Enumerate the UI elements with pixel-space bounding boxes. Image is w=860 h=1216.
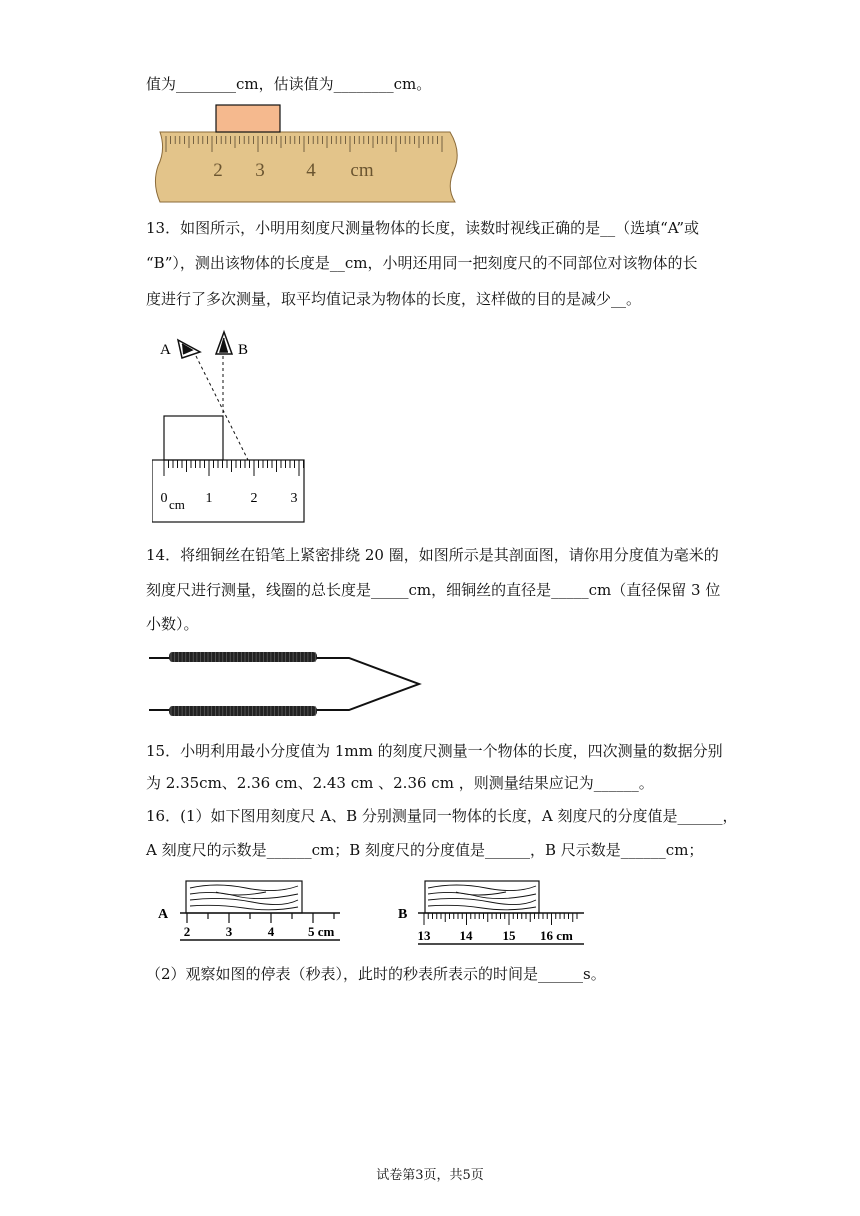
ruler-b-name: B — [398, 907, 408, 922]
ruler-b-label-15: 15 — [502, 928, 516, 943]
page-footer: 试卷第3页，共5页 — [376, 1168, 484, 1183]
q14-line-3: 小数）。 — [146, 615, 199, 633]
q16-rulers-figure — [156, 878, 596, 948]
ruler-a-label-3: 3 — [225, 924, 233, 939]
q15-line-2: 为 2.35cm、2.36 cm、2.43 cm 、2.36 cm ，则测量结果应记为______。 — [146, 774, 654, 792]
q13-figure — [152, 328, 312, 524]
q14-line-2: 刻度尺进行测量，线圈的总长度是_____cm，细铜丝的直径是_____cm（直径保留 3 位 — [146, 581, 721, 599]
ruler-b-label-14: 14 — [459, 928, 473, 943]
q15-line-1: 15．小明利用最小分度值为 1mm 的刻度尺测量一个物体的长度，四次测量的数据分别 — [146, 742, 723, 760]
q13-line-1: 13．如图所示，小明用刻度尺测量物体的长度，读数时视线正确的是__（选填“A”或 — [146, 219, 700, 237]
tick-label-2: 2 — [250, 491, 258, 506]
ruler-body — [152, 460, 304, 522]
ruler-a-label-2: 2 — [183, 924, 191, 939]
measured-block — [216, 105, 280, 132]
q16-line-1: 16．(1）如下图用刻度尺 A、B 分别测量同一物体的长度，A 刻度尺的分度值是______， — [146, 807, 738, 825]
tick-label-cm: cm — [169, 497, 185, 512]
eye-a-label: A — [160, 342, 171, 358]
eye-b-label: B — [238, 342, 249, 358]
ruler-unit-cm: cm — [350, 160, 374, 181]
eye-a-icon — [178, 340, 200, 358]
eye-b-icon — [216, 332, 232, 354]
ruler-b-label-16cm: 16 cm — [540, 928, 573, 943]
measured-block — [164, 416, 223, 460]
q14-line-1: 14．将细铜丝在铅笔上紧密排绕 20 圈，如图所示是其剖面图，请你用分度值为毫米的 — [146, 546, 719, 564]
coil-bottom — [169, 706, 317, 716]
ruler-label-3: 3 — [255, 160, 265, 181]
ruler-b-label-13: 13 — [417, 928, 431, 943]
q16-line-2: A 刻度尺的示数是______cm；B 刻度尺的分度值是______，B 尺示数是______cm； — [146, 841, 704, 859]
q14-pencil-figure — [145, 648, 425, 720]
ruler-a-label-5cm: 5 cm — [308, 924, 335, 939]
pencil-outline — [149, 658, 419, 710]
q13-line-3: 度进行了多次测量，取平均值记录为物体的长度，这样做的目的是减少__。 — [146, 290, 642, 308]
q16-line-3: （2）观察如图的停表（秒表），此时的秒表所表示的时间是______s。 — [146, 965, 606, 983]
coil-top — [169, 652, 317, 662]
ruler-a-name: A — [158, 907, 169, 922]
q12-tail-text: 值为________cm，估读值为________cm。 — [146, 75, 432, 93]
ruler-a-label-4: 4 — [267, 924, 275, 939]
tick-label-0: 0 — [160, 491, 168, 506]
q12-ruler-figure — [150, 100, 460, 206]
ruler-label-4: 4 — [306, 160, 316, 181]
q13-line-2: “B”），测出该物体的长度是__cm，小明还用同一把刻度尺的不同部位对该物体的长 — [146, 254, 698, 272]
ruler-label-2: 2 — [213, 160, 223, 181]
tick-label-1: 1 — [205, 491, 213, 506]
tick-label-3: 3 — [290, 491, 298, 506]
